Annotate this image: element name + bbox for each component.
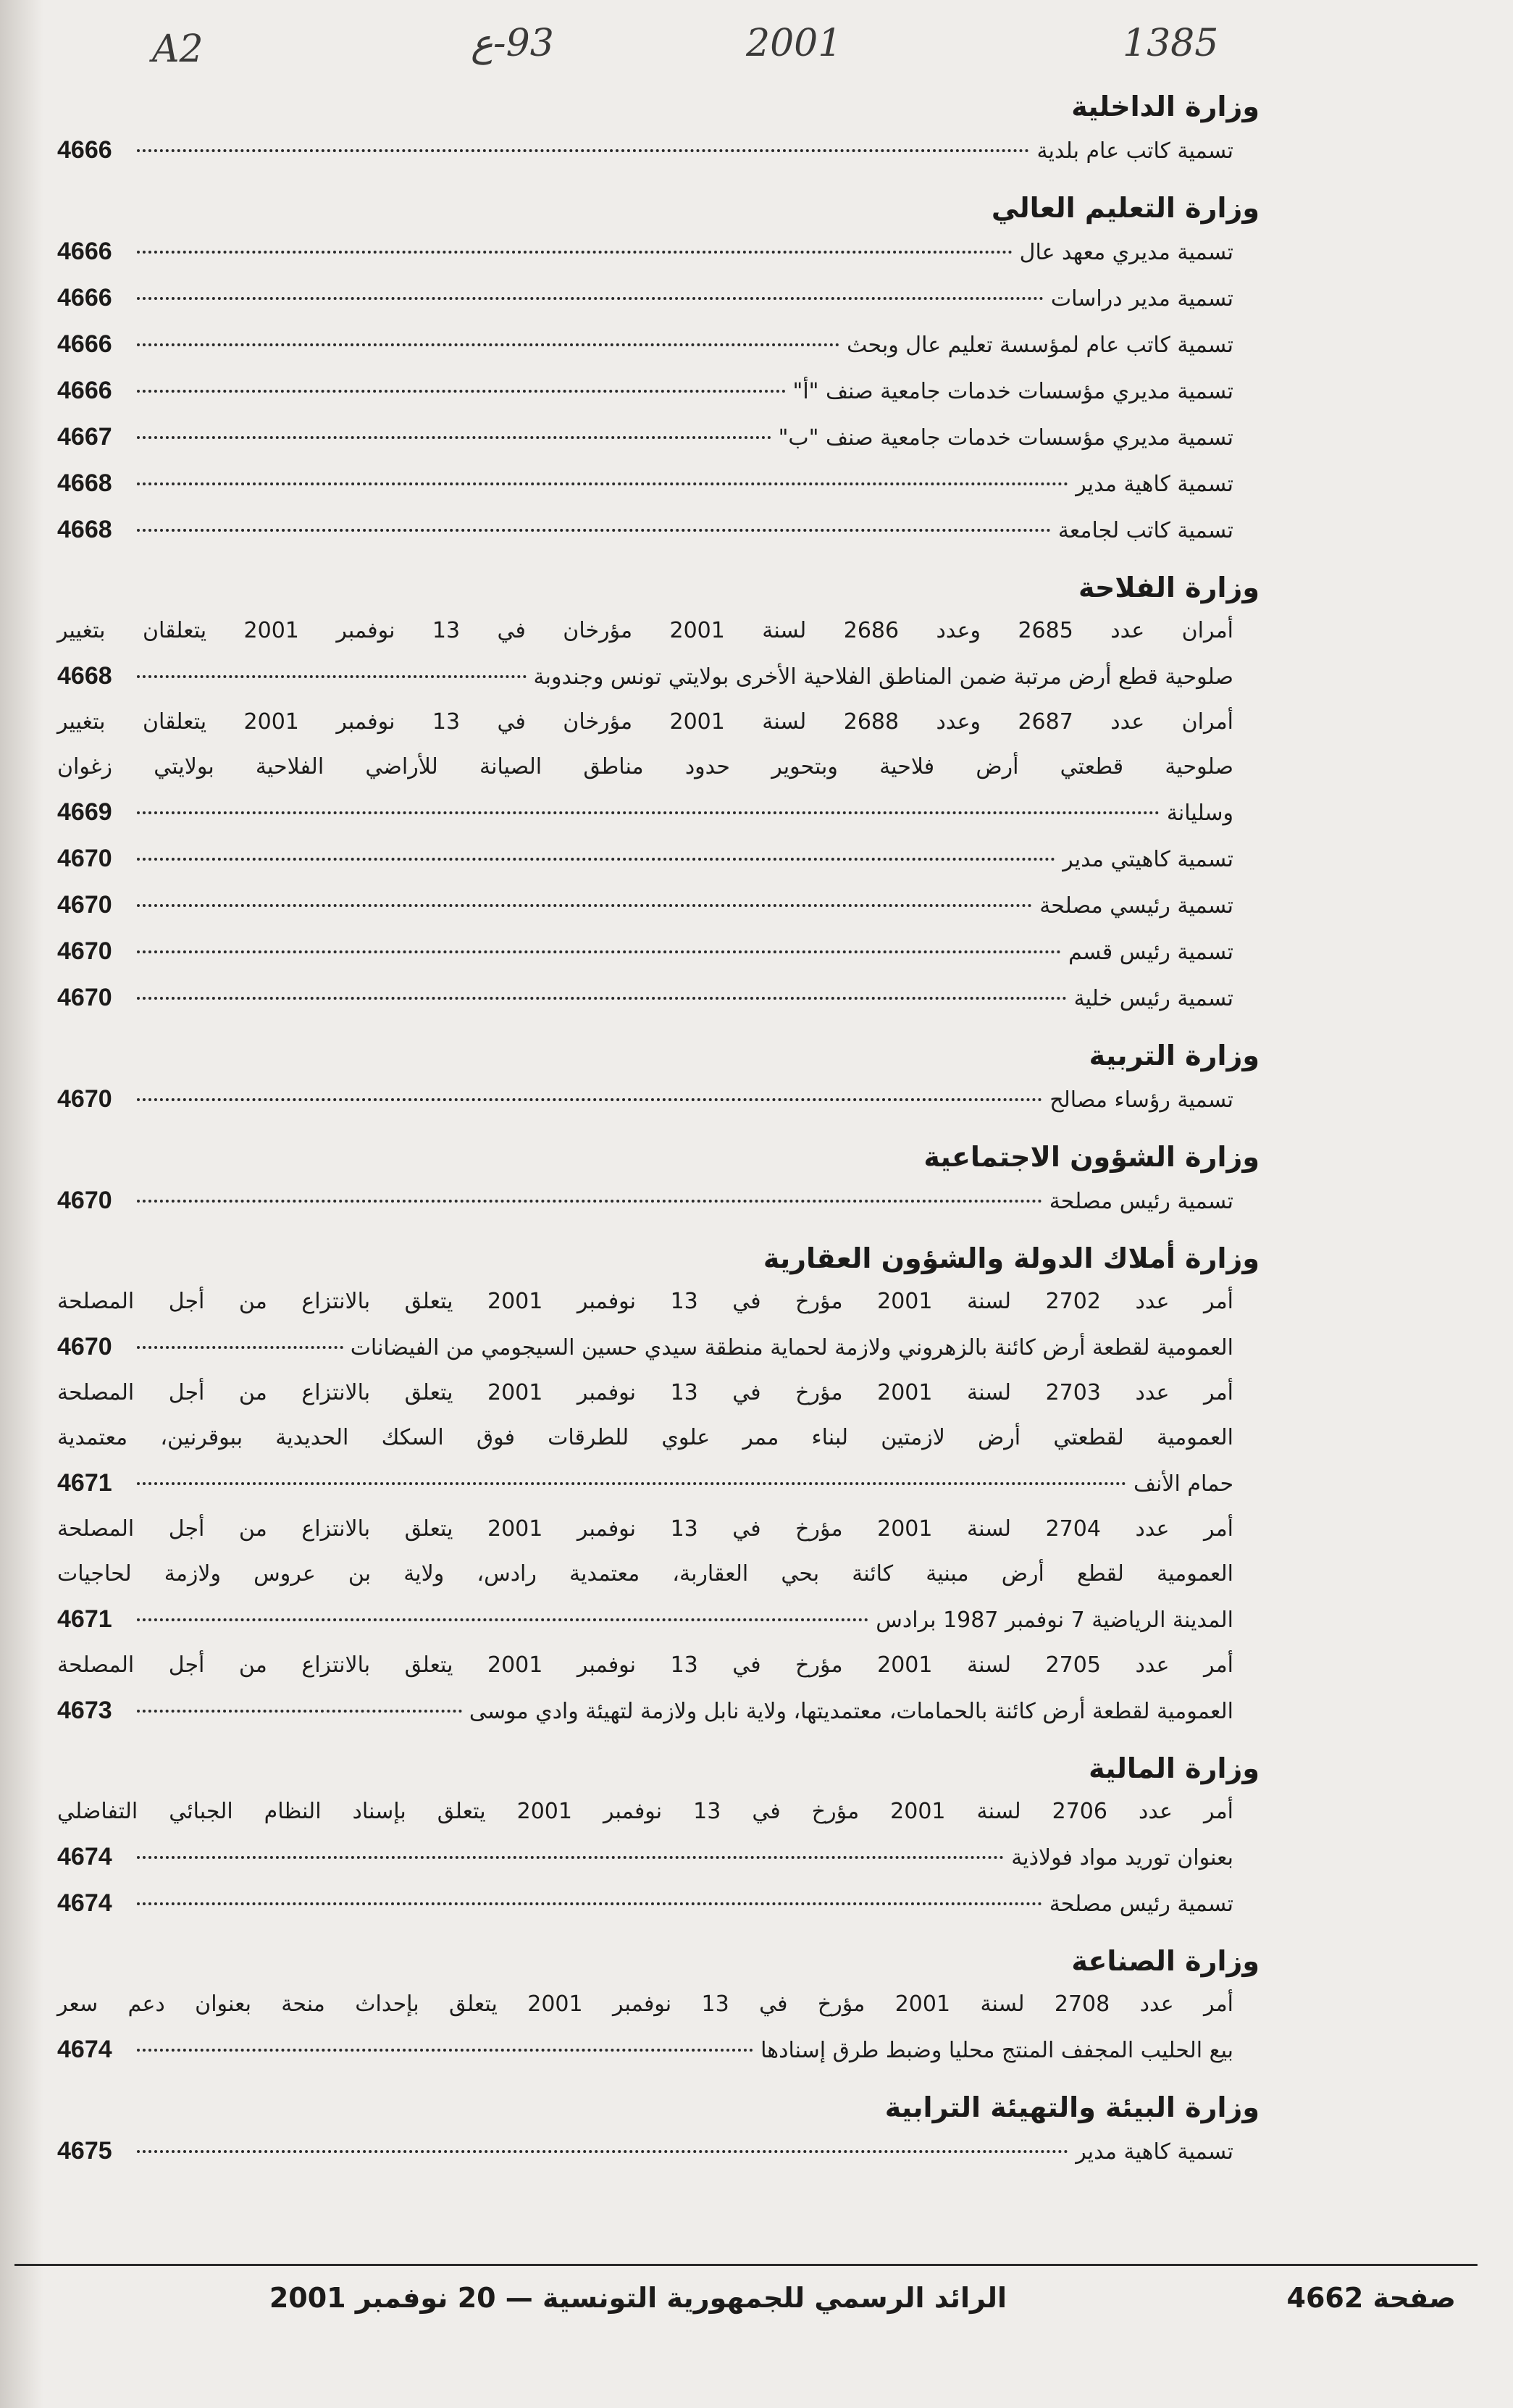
dot-leader — [137, 904, 1032, 907]
dot-leader — [137, 149, 1029, 152]
entry-label: تسمية مدير دراسات — [1050, 286, 1233, 312]
entry-page-number: 4668 — [57, 516, 112, 543]
entry-page-number: 4670 — [57, 984, 112, 1011]
toc-entry — [57, 929, 1260, 975]
decree-last-line — [57, 1460, 1233, 1507]
dot-leader — [137, 1346, 343, 1349]
dot-leader — [137, 343, 839, 346]
ministry-title: وزارة الشؤون الاجتماعية — [923, 1141, 1260, 1173]
entry-page-number: 4674 — [57, 2036, 112, 2063]
toc-entry — [57, 368, 1260, 414]
entry-page-number: 4670 — [57, 845, 112, 872]
decree-last-line — [57, 1688, 1233, 1734]
entry-page-number: 4671 — [57, 1469, 112, 1497]
dot-leader — [137, 1902, 1042, 1905]
toc-entry — [57, 975, 1260, 1021]
decree-last-line — [57, 1834, 1233, 1881]
decree-line: أمر عدد 2704 لسنة 2001 مؤرخ في 13 نوفمبر 2001 يتعلق بالانتزاع من أجل المصلحة — [57, 1516, 1233, 1542]
decree-entry — [57, 1982, 1260, 2073]
decree-entry — [57, 609, 1260, 700]
ministry-section — [57, 1940, 1260, 2073]
footer-publication: الرائد الرسمي للجمهورية التونسية — 20 نوفمبر 2001 — [269, 2282, 1007, 2314]
entry-page-number: 4670 — [57, 937, 112, 965]
dot-leader — [137, 1098, 1042, 1101]
decree-last-text: العمومية لقطعة أرض كائنة بالزهروني ولازمة لحماية منطقة سيدي حسين السيجومي من الفيضانات — [350, 1335, 1233, 1360]
dot-leader — [137, 2049, 753, 2052]
entry-label: تسمية مديري مؤسسات خدمات جامعية صنف "أ" — [792, 379, 1233, 404]
ministry-title: وزارة المالية — [1089, 1752, 1260, 1784]
dot-leader — [137, 811, 1160, 814]
page-footer — [269, 2275, 1456, 2333]
entry-label: تسمية رئيسي مصلحة — [1039, 893, 1233, 919]
table-of-contents — [57, 85, 1260, 2188]
ministry-title: وزارة الداخلية — [1071, 91, 1260, 122]
ministry-title: وزارة البيئة والتهيئة الترابية — [884, 2091, 1260, 2123]
entry-page-number: 4666 — [57, 238, 112, 265]
entry-page-number: 4669 — [57, 798, 112, 826]
entry-label: تسمية كاهيتي مدير — [1063, 847, 1233, 872]
toc-entry — [57, 1881, 1260, 1927]
decree-line: أمر عدد 2705 لسنة 2001 مؤرخ في 13 نوفمبر 2001 يتعلق بالانتزاع من أجل المصلحة — [57, 1652, 1233, 1678]
ministry-section — [57, 1034, 1260, 1123]
dot-leader — [137, 1482, 1126, 1485]
toc-entry — [57, 414, 1260, 461]
entry-page-number: 4674 — [57, 1889, 112, 1917]
handwritten-code: 93-ع — [471, 22, 554, 65]
entry-label: تسمية رئيس خلية — [1073, 986, 1233, 1011]
decree-last-text: وسليانة — [1166, 800, 1233, 826]
decree-last-line — [57, 790, 1233, 836]
toc-entry — [57, 836, 1260, 882]
handwritten-year: 2001 — [746, 22, 842, 65]
toc-entry — [57, 322, 1260, 368]
decree-line: صلوحية قطعتي أرض فلاحية وبتحوير حدود مناطق الصيانة للأراضي الفلاحية بولايتي زغوان — [57, 754, 1233, 779]
entry-label: تسمية كاتب لجامعة — [1057, 518, 1233, 543]
dot-leader — [137, 529, 1051, 532]
entry-page-number: 4670 — [57, 1187, 112, 1214]
decree-last-text: العمومية لقطعة أرض كائنة بالحمامات، معتمديتها، ولاية نابل ولازمة لتهيئة وادي موسى — [469, 1699, 1233, 1724]
decree-last-text: بيع الحليب المجفف المنتج محليا وضبط طرق إسنادها — [760, 2038, 1233, 2063]
decree-last-text: المدينة الرياضية 7 نوفمبر 1987 برادس — [876, 1608, 1233, 1633]
dot-leader — [137, 2150, 1068, 2153]
footer-rule — [14, 2264, 1478, 2266]
decree-entry — [57, 1371, 1260, 1507]
dot-leader — [137, 858, 1055, 861]
decree-line: أمر عدد 2708 لسنة 2001 مؤرخ في 13 نوفمبر 2001 يتعلق بإحداث منحة بعنوان دعم سعر — [57, 1991, 1233, 2017]
handwritten-ref: A2 — [152, 28, 204, 71]
dot-leader — [137, 675, 527, 678]
entry-label: تسمية كاهية مدير — [1076, 2139, 1233, 2165]
decree-line: أمران عدد 2685 وعدد 2686 لسنة 2001 مؤرخان في 13 نوفمبر 2001 يتعلقان بتغيير — [57, 618, 1233, 643]
scan-edge-shadow — [0, 0, 43, 2408]
entry-page-number: 4675 — [57, 2137, 112, 2165]
ministry-title: وزارة التعليم العالي — [991, 192, 1260, 224]
toc-entry — [57, 461, 1260, 507]
decree-line: أمر عدد 2703 لسنة 2001 مؤرخ في 13 نوفمبر 2001 يتعلق بالانتزاع من أجل المصلحة — [57, 1380, 1233, 1405]
dot-leader — [137, 997, 1067, 1000]
entry-label: تسمية كاتب عام بلدية — [1036, 138, 1233, 164]
entry-page-number: 4673 — [57, 1697, 112, 1724]
decree-line: أمران عدد 2687 وعدد 2688 لسنة 2001 مؤرخان في 13 نوفمبر 2001 يتعلقان بتغيير — [57, 709, 1233, 735]
entry-label: تسمية رؤساء مصالح — [1049, 1087, 1233, 1113]
ministry-section — [57, 2086, 1260, 2175]
decree-entry — [57, 1789, 1260, 1881]
toc-entry — [57, 507, 1260, 553]
decree-last-line — [57, 1597, 1233, 1643]
decree-entry — [57, 700, 1260, 836]
entry-label: تسمية كاتب عام لمؤسسة تعليم عال وبحث — [847, 333, 1233, 358]
dot-leader — [137, 950, 1061, 953]
decree-last-text: صلوحية قطع أرض مرتبة ضمن المناطق الفلاحية الأخرى بولايتي تونس وجندوبة — [533, 664, 1233, 690]
entry-page-number: 4670 — [57, 1085, 112, 1113]
toc-entry — [57, 275, 1260, 322]
dot-leader — [137, 297, 1044, 300]
toc-entry — [57, 229, 1260, 275]
dot-leader — [137, 1710, 462, 1713]
entry-page-number: 4668 — [57, 469, 112, 497]
toc-entry — [57, 882, 1260, 929]
entry-page-number: 4667 — [57, 423, 112, 451]
decree-last-line — [57, 1324, 1233, 1371]
entry-label: تسمية رئيس مصلحة — [1049, 1891, 1233, 1917]
entry-page-number: 4666 — [57, 330, 112, 358]
footer-page-number: صفحة 4662 — [1286, 2282, 1456, 2314]
decree-last-line — [57, 653, 1233, 700]
decree-last-line — [57, 2027, 1233, 2073]
entry-label: تسمية رئيس مصلحة — [1049, 1189, 1233, 1214]
entry-page-number: 4671 — [57, 1605, 112, 1633]
entry-label: تسمية مديري معهد عال — [1019, 240, 1233, 265]
decree-entry — [57, 1507, 1260, 1643]
decree-line: أمر عدد 2702 لسنة 2001 مؤرخ في 13 نوفمبر 2001 يتعلق بالانتزاع من أجل المصلحة — [57, 1289, 1233, 1314]
ministry-section — [57, 85, 1260, 174]
toc-entry — [57, 127, 1260, 174]
ministry-section — [57, 567, 1260, 1021]
entry-page-number: 4666 — [57, 377, 112, 404]
decree-entry — [57, 1279, 1260, 1371]
dot-leader — [137, 1618, 868, 1621]
decree-entry — [57, 1643, 1260, 1734]
decree-last-text: بعنوان توريد مواد فولاذية — [1011, 1845, 1233, 1870]
decree-line: العمومية لقطعتي أرض لازمتين لبناء ممر علوي للطرقات فوق السكك الحديدية ببوقرنين، معتمدية — [57, 1425, 1233, 1450]
entry-page-number: 4668 — [57, 662, 112, 690]
decree-last-text: حمام الأنف — [1133, 1471, 1233, 1497]
handwritten-number: 1385 — [1123, 22, 1219, 65]
ministry-title: وزارة أملاك الدولة والشؤون العقارية — [763, 1242, 1260, 1274]
entry-page-number: 4670 — [57, 891, 112, 919]
ministry-section — [57, 1237, 1260, 1734]
dot-leader — [137, 436, 771, 439]
entry-label: تسمية كاهية مدير — [1076, 472, 1233, 497]
entry-page-number: 4670 — [57, 1333, 112, 1360]
ministry-section — [57, 187, 1260, 553]
entry-label: تسمية مديري مؤسسات خدمات جامعية صنف "ب" — [778, 425, 1233, 451]
entry-page-number: 4666 — [57, 136, 112, 164]
ministry-title: وزارة الصناعة — [1071, 1945, 1260, 1977]
entry-page-number: 4666 — [57, 284, 112, 312]
toc-entry — [57, 1077, 1260, 1123]
ministry-section — [57, 1747, 1260, 1927]
toc-entry — [57, 2128, 1260, 2175]
handwritten-annotations — [123, 22, 1463, 72]
entry-page-number: 4674 — [57, 1843, 112, 1870]
ministry-title: وزارة التربية — [1089, 1040, 1260, 1071]
ministry-section — [57, 1136, 1260, 1224]
ministry-title: وزارة الفلاحة — [1078, 572, 1260, 603]
dot-leader — [137, 482, 1068, 485]
dot-leader — [137, 1200, 1042, 1203]
decree-line: أمر عدد 2706 لسنة 2001 مؤرخ في 13 نوفمبر 2001 يتعلق بإسناد النظام الجبائي التفاضلي — [57, 1799, 1233, 1824]
entry-label: تسمية رئيس قسم — [1068, 940, 1233, 965]
decree-line: العمومية لقطع أرض مبنية كائنة بحي العقاربة، معتمدية رادس، ولاية بن عروس ولازمة لحاجيات — [57, 1561, 1233, 1586]
toc-entry — [57, 1178, 1260, 1224]
dot-leader — [137, 390, 786, 393]
dot-leader — [137, 1856, 1004, 1859]
dot-leader — [137, 251, 1013, 254]
